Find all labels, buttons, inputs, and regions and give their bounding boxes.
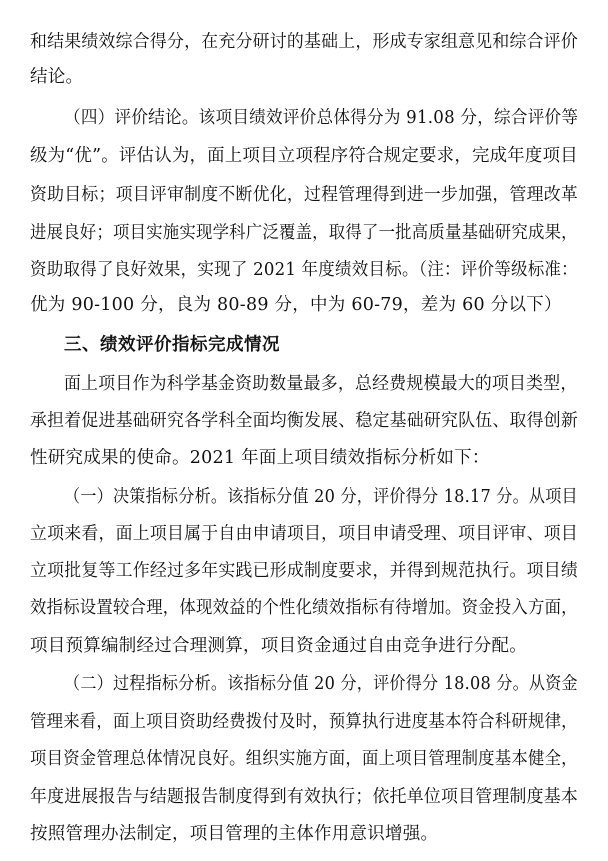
paragraph-intro: 面上项目作为科学基金资助数量最多，总经费规模最大的项目类型， (64, 374, 578, 394)
text-line: 按照管理办法制定，项目管理的主体作用意识增强。 (30, 824, 439, 844)
text-line: 年度进展报告与结题报告制度得到有效执行；依托单位项目管理制度基本 (30, 787, 578, 807)
text-line: 资助取得了良好效果，实现了 2021 年度绩效目标。（注：评价等级标准： (30, 260, 578, 280)
text-line: 项目预算编制经过合理测算，项目资金通过自由竞争进行分配。 (30, 636, 527, 656)
text-line: 项目资金管理总体情况良好。组织实施方面，面上项目管理制度基本健全， (30, 749, 578, 769)
text-line: 立项来看，面上项目属于自由申请项目，项目申请受理、项目评审、项目 (30, 524, 578, 544)
section-heading: 三、绩效评价指标完成情况 (64, 335, 280, 355)
text-line: 管理来看，面上项目资助经费拨付及时，预算执行进度基本符合科研规律， (30, 712, 578, 732)
text-line: 和结果绩效综合得分，在充分研讨的基础上，形成专家组意见和综合评价 (30, 32, 578, 52)
text-line: 优为 90-100 分，良为 80-89 分，中为 60-79，差为 60 分以下） (30, 295, 562, 315)
text-line: 进展良好；项目实施实现学科广泛覆盖，取得了一批高质量基础研究成果， (30, 223, 578, 243)
paragraph-process-indicators: （二）过程指标分析。该指标分值 20 分，评价得分 18.08 分。从资金 (64, 674, 578, 694)
text-line: 性研究成果的使命。2021 年面上项目绩效指标分析如下： (30, 448, 490, 468)
text-line: 立项批复等工作经过多年实践已形成制度要求，并得到规范执行。项目绩 (30, 561, 578, 581)
paragraph-decision-indicators: （一）决策指标分析。该指标分值 20 分，评价得分 18.17 分。从项目 (64, 487, 578, 507)
paragraph-evaluation-conclusion: （四）评价结论。该项目绩效评价总体得分为 91.08 分，综合评价等 (64, 108, 579, 128)
text-line: 资助目标；项目评审制度不断优化，过程管理得到进一步加强，管理改革 (30, 185, 578, 205)
text-line: 承担着促进基础研究各学科全面均衡发展、稳定基础研究队伍、取得创新 (30, 411, 578, 431)
text-line: 效指标设置较合理，体现效益的个性化绩效指标有待增加。资金投入方面， (30, 598, 578, 618)
text-line: 结论。 (30, 67, 84, 87)
text-line: 级为“优”。评估认为，面上项目立项程序符合规定要求，完成年度项目 (30, 146, 578, 166)
